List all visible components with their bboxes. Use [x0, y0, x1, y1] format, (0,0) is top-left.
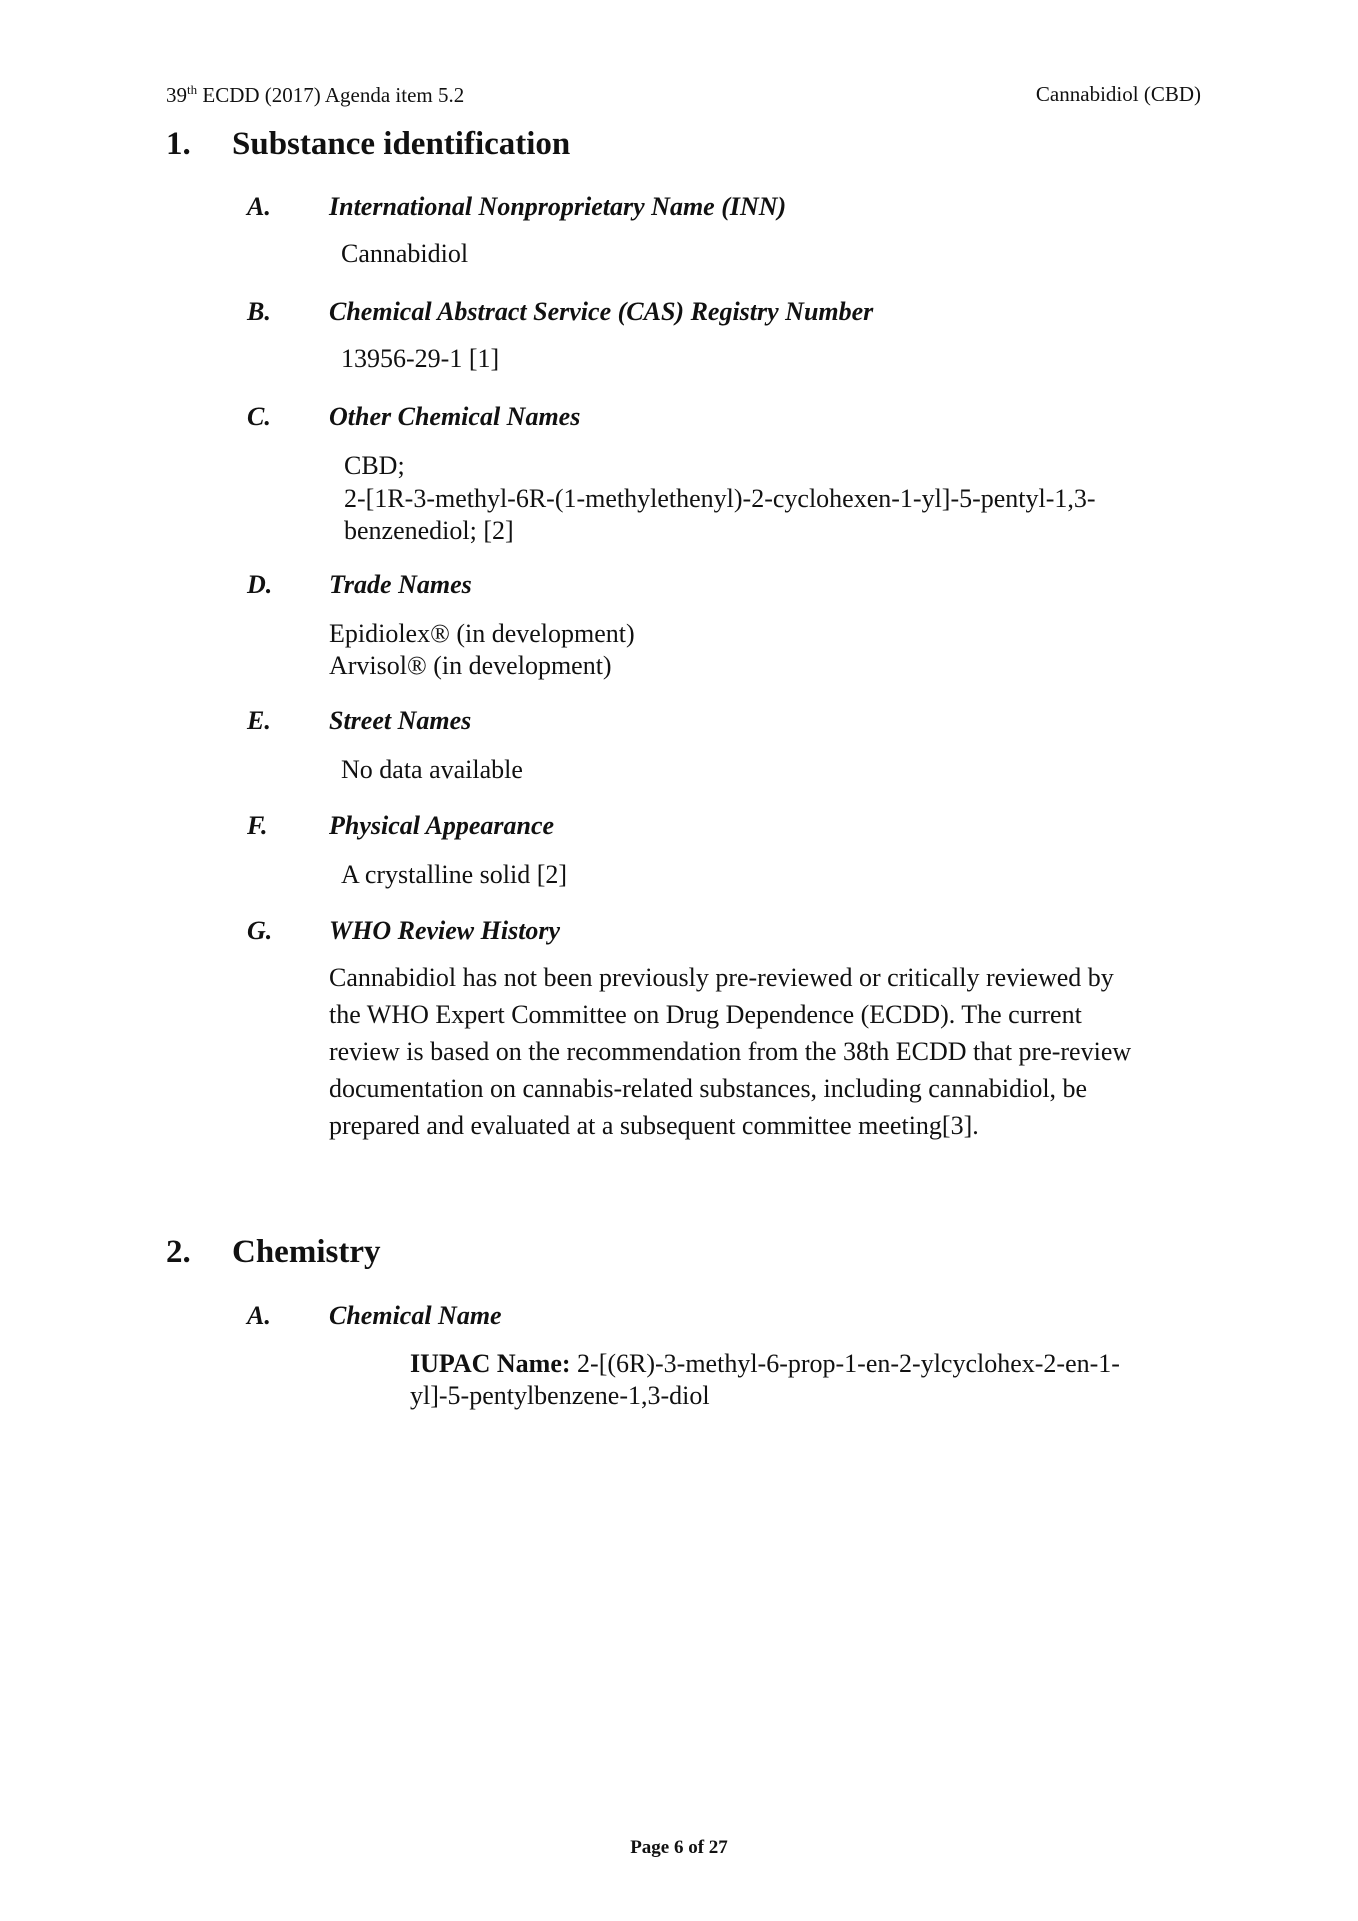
iupac-name-line-2: yl]-5-pentylbenzene-1,3-diol [410, 1381, 710, 1410]
item-f-letter: F. [247, 811, 268, 840]
item-g-line-1: Cannabidiol has not been previously pre-reviewed or critically reviewed by [329, 963, 1114, 992]
item-c-title: Other Chemical Names [329, 402, 581, 431]
item-d-line-1: Epidiolex® (in development) [329, 619, 635, 648]
section-2-number: 2. [166, 1234, 191, 1270]
item-d-line-2: Arvisol® (in development) [329, 651, 612, 680]
item-c-line-2: 2-[1R-3-methyl-6R-(1-methylethenyl)-2-cyclohexen-1-yl]-5-pentyl-1,3- [344, 484, 1096, 513]
item-a-value: Cannabidiol [341, 239, 469, 268]
page-number: Page 6 of 27 [630, 1837, 728, 1858]
chem-item-a-title: Chemical Name [329, 1301, 502, 1330]
header-text: ECDD (2017) Agenda item 5.2 [197, 83, 465, 107]
section-2-title: Chemistry [232, 1234, 381, 1270]
running-header-left [166, 82, 464, 108]
item-d-title: Trade Names [329, 570, 472, 599]
section-1-title: Substance identification [232, 126, 571, 162]
iupac-value-1: 2-[(6R)-3-methyl-6-prop-1-en-2-ylcyclohex-2-en-1- [570, 1349, 1120, 1378]
item-b-letter: B. [247, 297, 271, 326]
item-c-line-1: CBD; [344, 451, 405, 480]
item-c-line-3: benzenediol; [2] [344, 516, 514, 545]
header-number: 39 [166, 83, 187, 107]
running-header-right: Cannabidiol (CBD) [1035, 82, 1201, 106]
item-a-title: International Nonproprietary Name (INN) [329, 192, 787, 221]
item-g-line-2: the WHO Expert Committee on Drug Dependence (ECDD). The current [329, 1000, 1082, 1029]
iupac-name-line-1 [410, 1347, 1120, 1380]
section-1-number: 1. [166, 126, 191, 162]
item-a-letter: A. [247, 192, 271, 221]
item-g-title: WHO Review History [329, 916, 561, 945]
item-e-letter: E. [247, 706, 271, 735]
header-superscript: th [187, 82, 198, 97]
item-g-letter: G. [247, 916, 273, 945]
item-g-line-3: review is based on the recommendation from the 38th ECDD that pre-review [329, 1037, 1132, 1066]
chem-item-a-letter: A. [247, 1301, 271, 1330]
item-g-paragraph [329, 959, 1189, 1144]
item-b-title: Chemical Abstract Service (CAS) Registry Number [329, 297, 874, 326]
item-e-value: No data available [341, 755, 523, 784]
item-d-letter: D. [247, 570, 273, 599]
item-f-value: A crystalline solid [2] [341, 860, 568, 889]
item-g-line-5: prepared and evaluated at a subsequent committee meeting[3]. [329, 1111, 979, 1140]
item-g-line-4: documentation on cannabis-related substances, including cannabidiol, be [329, 1074, 1088, 1103]
item-c-letter: C. [247, 402, 271, 431]
item-e-title: Street Names [329, 706, 472, 735]
iupac-label: IUPAC Name: [410, 1349, 571, 1378]
item-f-title: Physical Appearance [329, 811, 555, 840]
item-b-value: 13956-29-1 [1] [341, 344, 500, 373]
